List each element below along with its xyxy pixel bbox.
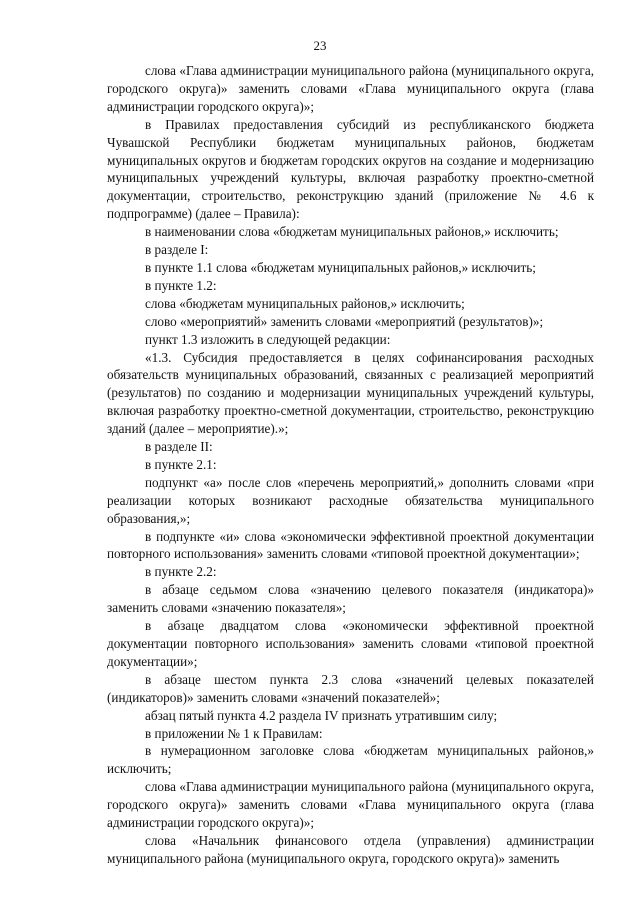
- paragraph: в разделе I:: [145, 242, 209, 258]
- paragraph: в пункте 1.1 слова «бюджетам муниципальных районов,» исключить;: [145, 259, 536, 275]
- paragraph: в пункте 2.1:: [145, 456, 217, 472]
- paragraph: абзац пятый пункта 4.2 раздела IV признать утратившим силу;: [145, 707, 498, 723]
- paragraph: в абзаце двадцатом слова «экономически эффективной проектной документации повторного использования» заменить словами «типовой проектной документации»;: [107, 618, 594, 669]
- paragraph: слова «бюджетам муниципальных районов,» исключить;: [145, 295, 465, 311]
- paragraph: в подпункте «и» слова «экономически эффективной проектной документации повторного использования» заменить словами «типовой проектной документации»;: [107, 528, 594, 562]
- paragraph: в разделе II:: [145, 439, 213, 455]
- document-body: [107, 62, 594, 868]
- page-number: 23: [313, 38, 327, 53]
- paragraph: в абзаце шестом пункта 2.3 слова «значений целевых показателей (индикаторов)» заменить словами «значений показателей»;: [107, 671, 594, 705]
- paragraph: в наименовании слова «бюджетам муниципальных районов,» исключить;: [145, 224, 559, 240]
- paragraph: пункт 1.3 изложить в следующей редакции:: [145, 331, 391, 347]
- paragraph: слова «Начальник финансового отдела (управления) администрации муниципального района (муниципального округа, городского округа)» заменить: [107, 832, 594, 866]
- paragraph: слова «Глава администрации муниципального района (муниципального округа, городского округа)» заменить словами «Глава муниципального округа (глава администрации городского округа)»;: [107, 779, 594, 831]
- paragraph: в абзаце седьмом слова «значению целевого показателя (индикатора)» заменить словами «значению показателя»;: [107, 582, 594, 616]
- paragraph: слово «мероприятий» заменить словами «мероприятий (результатов)»;: [145, 313, 544, 329]
- paragraph: подпункт «а» после слов «перечень мероприятий,» дополнить словами «при реализации которых возникают расходные обязательства муниципального образования,»;: [107, 474, 594, 526]
- paragraph: в приложении № 1 к Правилам:: [145, 725, 323, 741]
- paragraph: в пункте 1.2:: [145, 277, 217, 293]
- paragraph: в нумерационном заголовке слова «бюджетам муниципальных районов,» исключить;: [107, 743, 594, 777]
- paragraph: в пункте 2.2:: [145, 564, 217, 580]
- paragraph: в Правилах предоставления субсидий из республиканского бюджета Чувашской Республики бюджетам муниципальных районов, бюджетам муниципальных округов и бюджетам городских округов на создание и модернизацию муниципальных учреждений культуры, включая разработку проектно-сметной документации, строительство, реконструкцию зданий (приложение № 4.6 к подпрограмме) (далее – Правила):: [107, 116, 594, 222]
- paragraph: слова «Глава администрации муниципального района (муниципального округа, городского округа)» заменить словами «Глава муниципального округа (глава администрации городского округа)»;: [107, 63, 594, 114]
- paragraph: «1.3. Субсидия предоставляется в целях софинансирования расходных обязательств муниципальных образований, связанных с реализацией мероприятий (результатов) по созданию и модернизации муниципальных учреждений культуры, включая разработку проектно-сметной документации, строительство, реконструкцию зданий (далее – мероприятие).»;: [107, 349, 594, 437]
